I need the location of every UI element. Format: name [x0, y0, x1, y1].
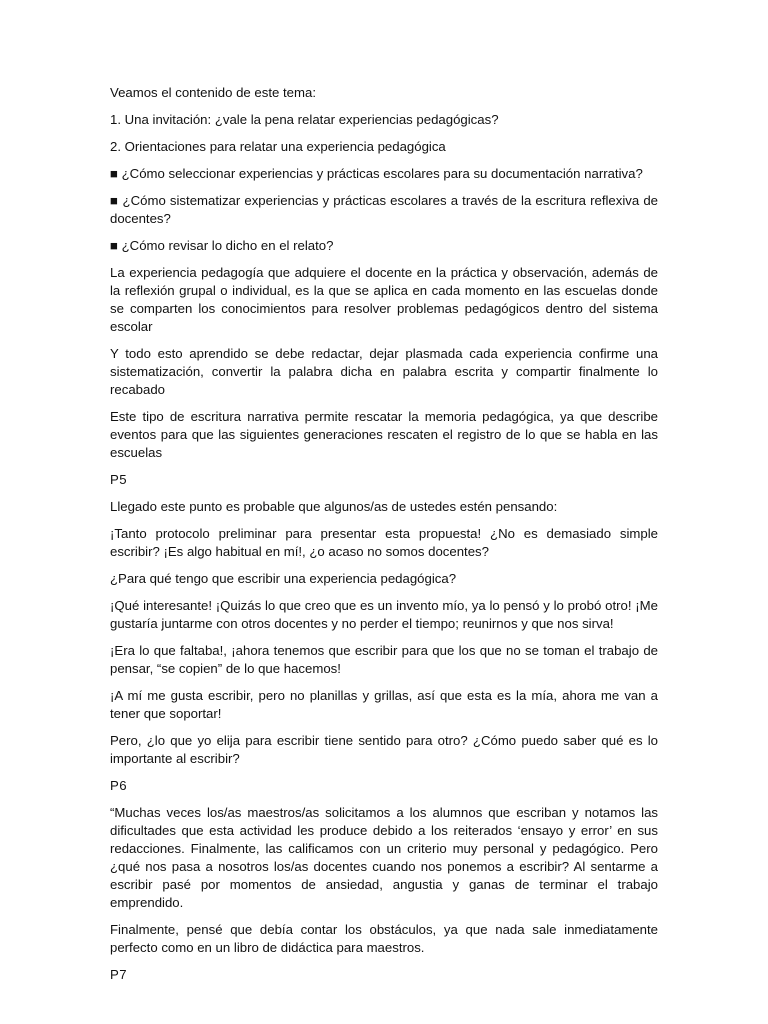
intro-line: Veamos el contenido de este tema: — [110, 85, 317, 100]
list-item-1: 1. Una invitación: ¿vale la pena relatar experiencias pedagógicas? — [110, 112, 499, 127]
document-page — [110, 84, 658, 993]
body-paragraph: ¡Tanto protocolo preliminar para presentar esta propuesta! ¿No es demasiado simple escribir? ¡Es algo habitual en mí!, ¿o acaso no somos docentes? — [110, 526, 658, 559]
body-paragraph: La experiencia pedagogía que adquiere el docente en la práctica y observación, además de la reflexión grupal o individual, es la que se aplica en cada momento en las escuelas donde se comparten los conocimientos para resolver problemas pedagógicos dentro del sistema escolar — [110, 265, 658, 334]
body-paragraph: Y todo esto aprendido se debe redactar, dejar plasmada cada experiencia confirme una sistematización, convertir la palabra dicha en palabra escrita y compartir finalmente lo recabado — [110, 346, 658, 397]
body-paragraph: Finalmente, pensé que debía contar los obstáculos, ya que nada sale inmediatamente perfecto como en un libro de didáctica para maestros. — [110, 922, 658, 955]
section-heading-p6: P6 — [110, 778, 128, 793]
body-paragraph: ¿Para qué tengo que escribir una experiencia pedagógica? — [110, 571, 457, 586]
section-heading-p7: P7 — [110, 967, 128, 982]
section-heading-p5: P5 — [110, 472, 128, 487]
body-paragraph: ¡Era lo que faltaba!, ¡ahora tenemos que escribir para que los que no se toman el trabajo de pensar, “se copien” de lo que hacemos! — [110, 643, 658, 676]
body-paragraph: Este tipo de escritura narrativa permite rescatar la memoria pedagógica, ya que describe eventos para que las siguientes generaciones rescaten el registro de lo que se habla en las escuelas — [110, 409, 658, 460]
body-paragraph: ¡Qué interesante! ¡Quizás lo que creo que es un invento mío, ya lo pensó y lo probó otro! ¡Me gustaría juntarme con otros docentes y no perder el tiempo; reunirnos y que nos sirva! — [110, 598, 658, 631]
bullet-item-review: ■ ¿Cómo revisar lo dicho en el relato? — [110, 238, 334, 253]
body-paragraph: ¡A mí me gusta escribir, pero no planillas y grillas, así que esta es la mía, ahora me van a tener que soportar! — [110, 688, 658, 721]
body-paragraph: “Muchas veces los/as maestros/as solicitamos a los alumnos que escriban y notamos las dificultades que esta actividad les produce debido a los reiterados ‘ensayo y error’ en sus redacciones. Finalmente, las calificamos con un criterio muy personal y pedagógico. Pero ¿qué nos pasa a nosotros los/as docentes cuando nos ponemos a escribir? Al sentarme a escribir pasé por momentos de ansiedad, angustia y ganas de terminar el trabajo emprendido. — [110, 805, 658, 910]
bullet-item-select: ■ ¿Cómo seleccionar experiencias y prácticas escolares para su documentación narrativa? — [110, 166, 643, 181]
body-paragraph: Llegado este punto es probable que algunos/as de ustedes estén pensando: — [110, 499, 558, 514]
bullet-item-systematize: ■ ¿Cómo sistematizar experiencias y prácticas escolares a través de la escritura reflexiva de docentes? — [110, 193, 658, 226]
list-item-2: 2. Orientaciones para relatar una experiencia pedagógica — [110, 139, 446, 154]
body-paragraph: Pero, ¿lo que yo elija para escribir tiene sentido para otro? ¿Cómo puedo saber qué es lo importante al escribir? — [110, 733, 658, 766]
